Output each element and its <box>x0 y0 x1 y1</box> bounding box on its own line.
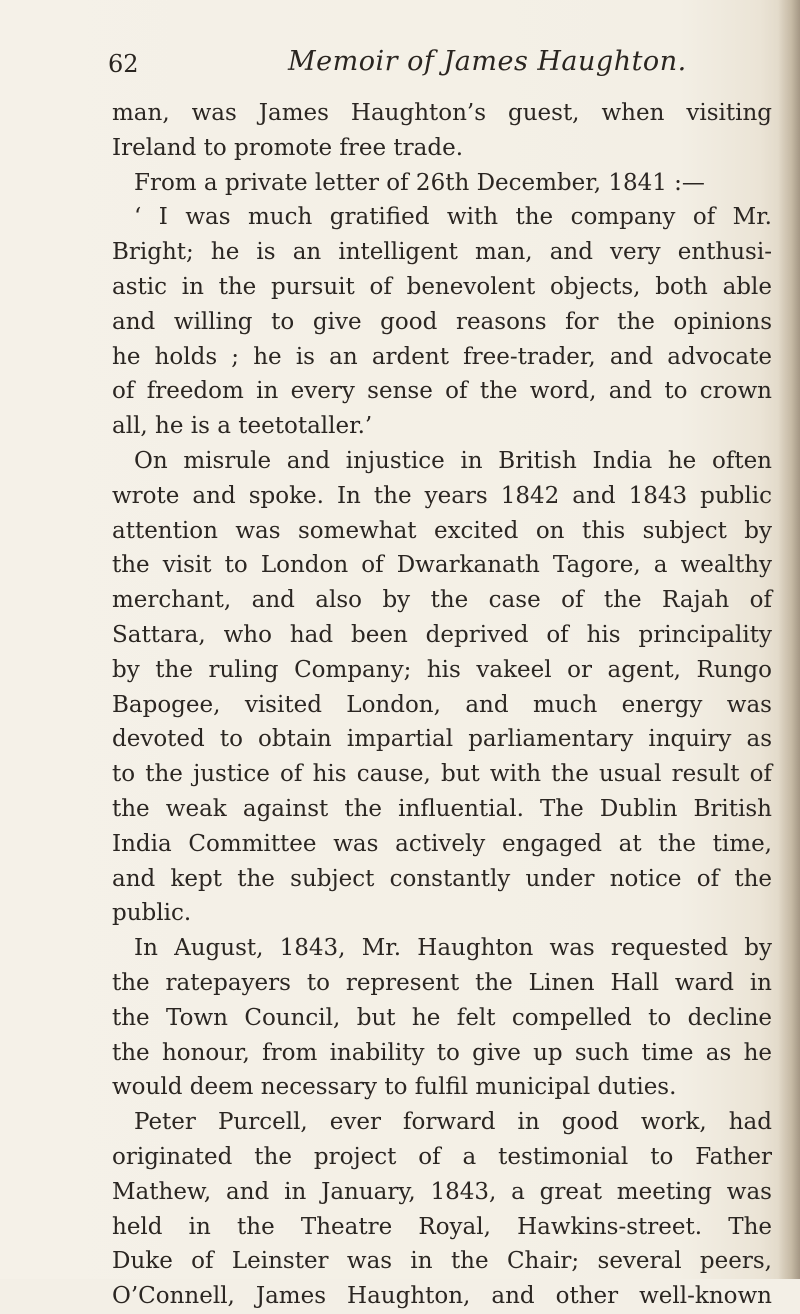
page-edge-shadow <box>778 0 800 1279</box>
text-line: man, was James Haughton’s guest, when visiting <box>112 100 772 126</box>
text-line: and willing to give good reasons for the opinions <box>112 308 772 335</box>
running-title: Memoir of James Haughton. <box>288 46 687 77</box>
text-line: Duke of Leinster was in the Chair; several peers, <box>112 1248 772 1275</box>
text-line: to the justice of his cause, but with the usual result of <box>112 761 772 788</box>
text-line: Ireland to promote free trade. <box>112 134 464 161</box>
text-line: the visit to London of Dwarkanath Tagore, a wealthy <box>112 552 772 579</box>
text-line: by the ruling Company; his vakeel or agent, Rungo <box>112 656 772 683</box>
text-line: would deem necessary to fulfil municipal duties. <box>112 1074 677 1101</box>
text-line: ‘ I was much gratified with the company of Mr. <box>134 204 772 231</box>
text-line: Mathew, and in January, 1843, a great meeting was <box>112 1178 772 1205</box>
text-line: merchant, and also by the case of the Rajah of <box>112 587 772 614</box>
page-number: 62 <box>108 50 139 78</box>
text-line: attention was somewhat excited on this subject by <box>112 517 772 544</box>
text-line: On misrule and injustice in British India he often <box>134 447 772 474</box>
text-line: wrote and spoke. In the years 1842 and 1843 public <box>112 482 772 509</box>
running-head <box>108 44 768 88</box>
text-line: Bright; he is an intelligent man, and very enthusi- <box>112 239 772 266</box>
text-line: the honour, from inability to give up such time as he <box>112 1039 772 1066</box>
text-line: held in the Theatre Royal, Hawkins-street. The <box>112 1213 772 1240</box>
text-line: the Town Council, but he felt compelled to decline <box>112 1004 772 1031</box>
text-line: Sattara, who had been deprived of his principality <box>112 621 772 648</box>
text-line: originated the project of a testimonial to Father <box>112 1143 772 1170</box>
text-line: From a private letter of 26th December, 1841 :— <box>134 169 705 196</box>
text-line: Bapogee, visited London, and much energy was <box>112 691 772 718</box>
text-line: India Committee was actively engaged at the time, <box>112 830 772 857</box>
text-line: O’Connell, James Haughton, and other well-known <box>112 1283 772 1310</box>
text-line: the ratepayers to represent the Linen Hall ward in <box>112 969 772 996</box>
text-line: devoted to obtain impartial parliamentary inquiry as <box>112 726 772 753</box>
text-line: public. <box>112 900 192 927</box>
text-line: and kept the subject constantly under notice of the <box>112 865 772 892</box>
text-line: all, he is a teetotaller.’ <box>112 413 373 440</box>
body-text <box>112 96 772 1314</box>
text-line: astic in the pursuit of benevolent objects, both able <box>112 273 772 300</box>
text-line: In August, 1843, Mr. Haughton was requested by <box>134 935 772 962</box>
text-line: he holds ; he is an ardent free-trader, and advocate <box>112 343 772 370</box>
text-line: the weak against the influential. The Dublin British <box>112 795 772 822</box>
text-line: Peter Purcell, ever forward in good work, had <box>134 1109 772 1136</box>
text-line: of freedom in every sense of the word, and to crown <box>112 378 772 405</box>
